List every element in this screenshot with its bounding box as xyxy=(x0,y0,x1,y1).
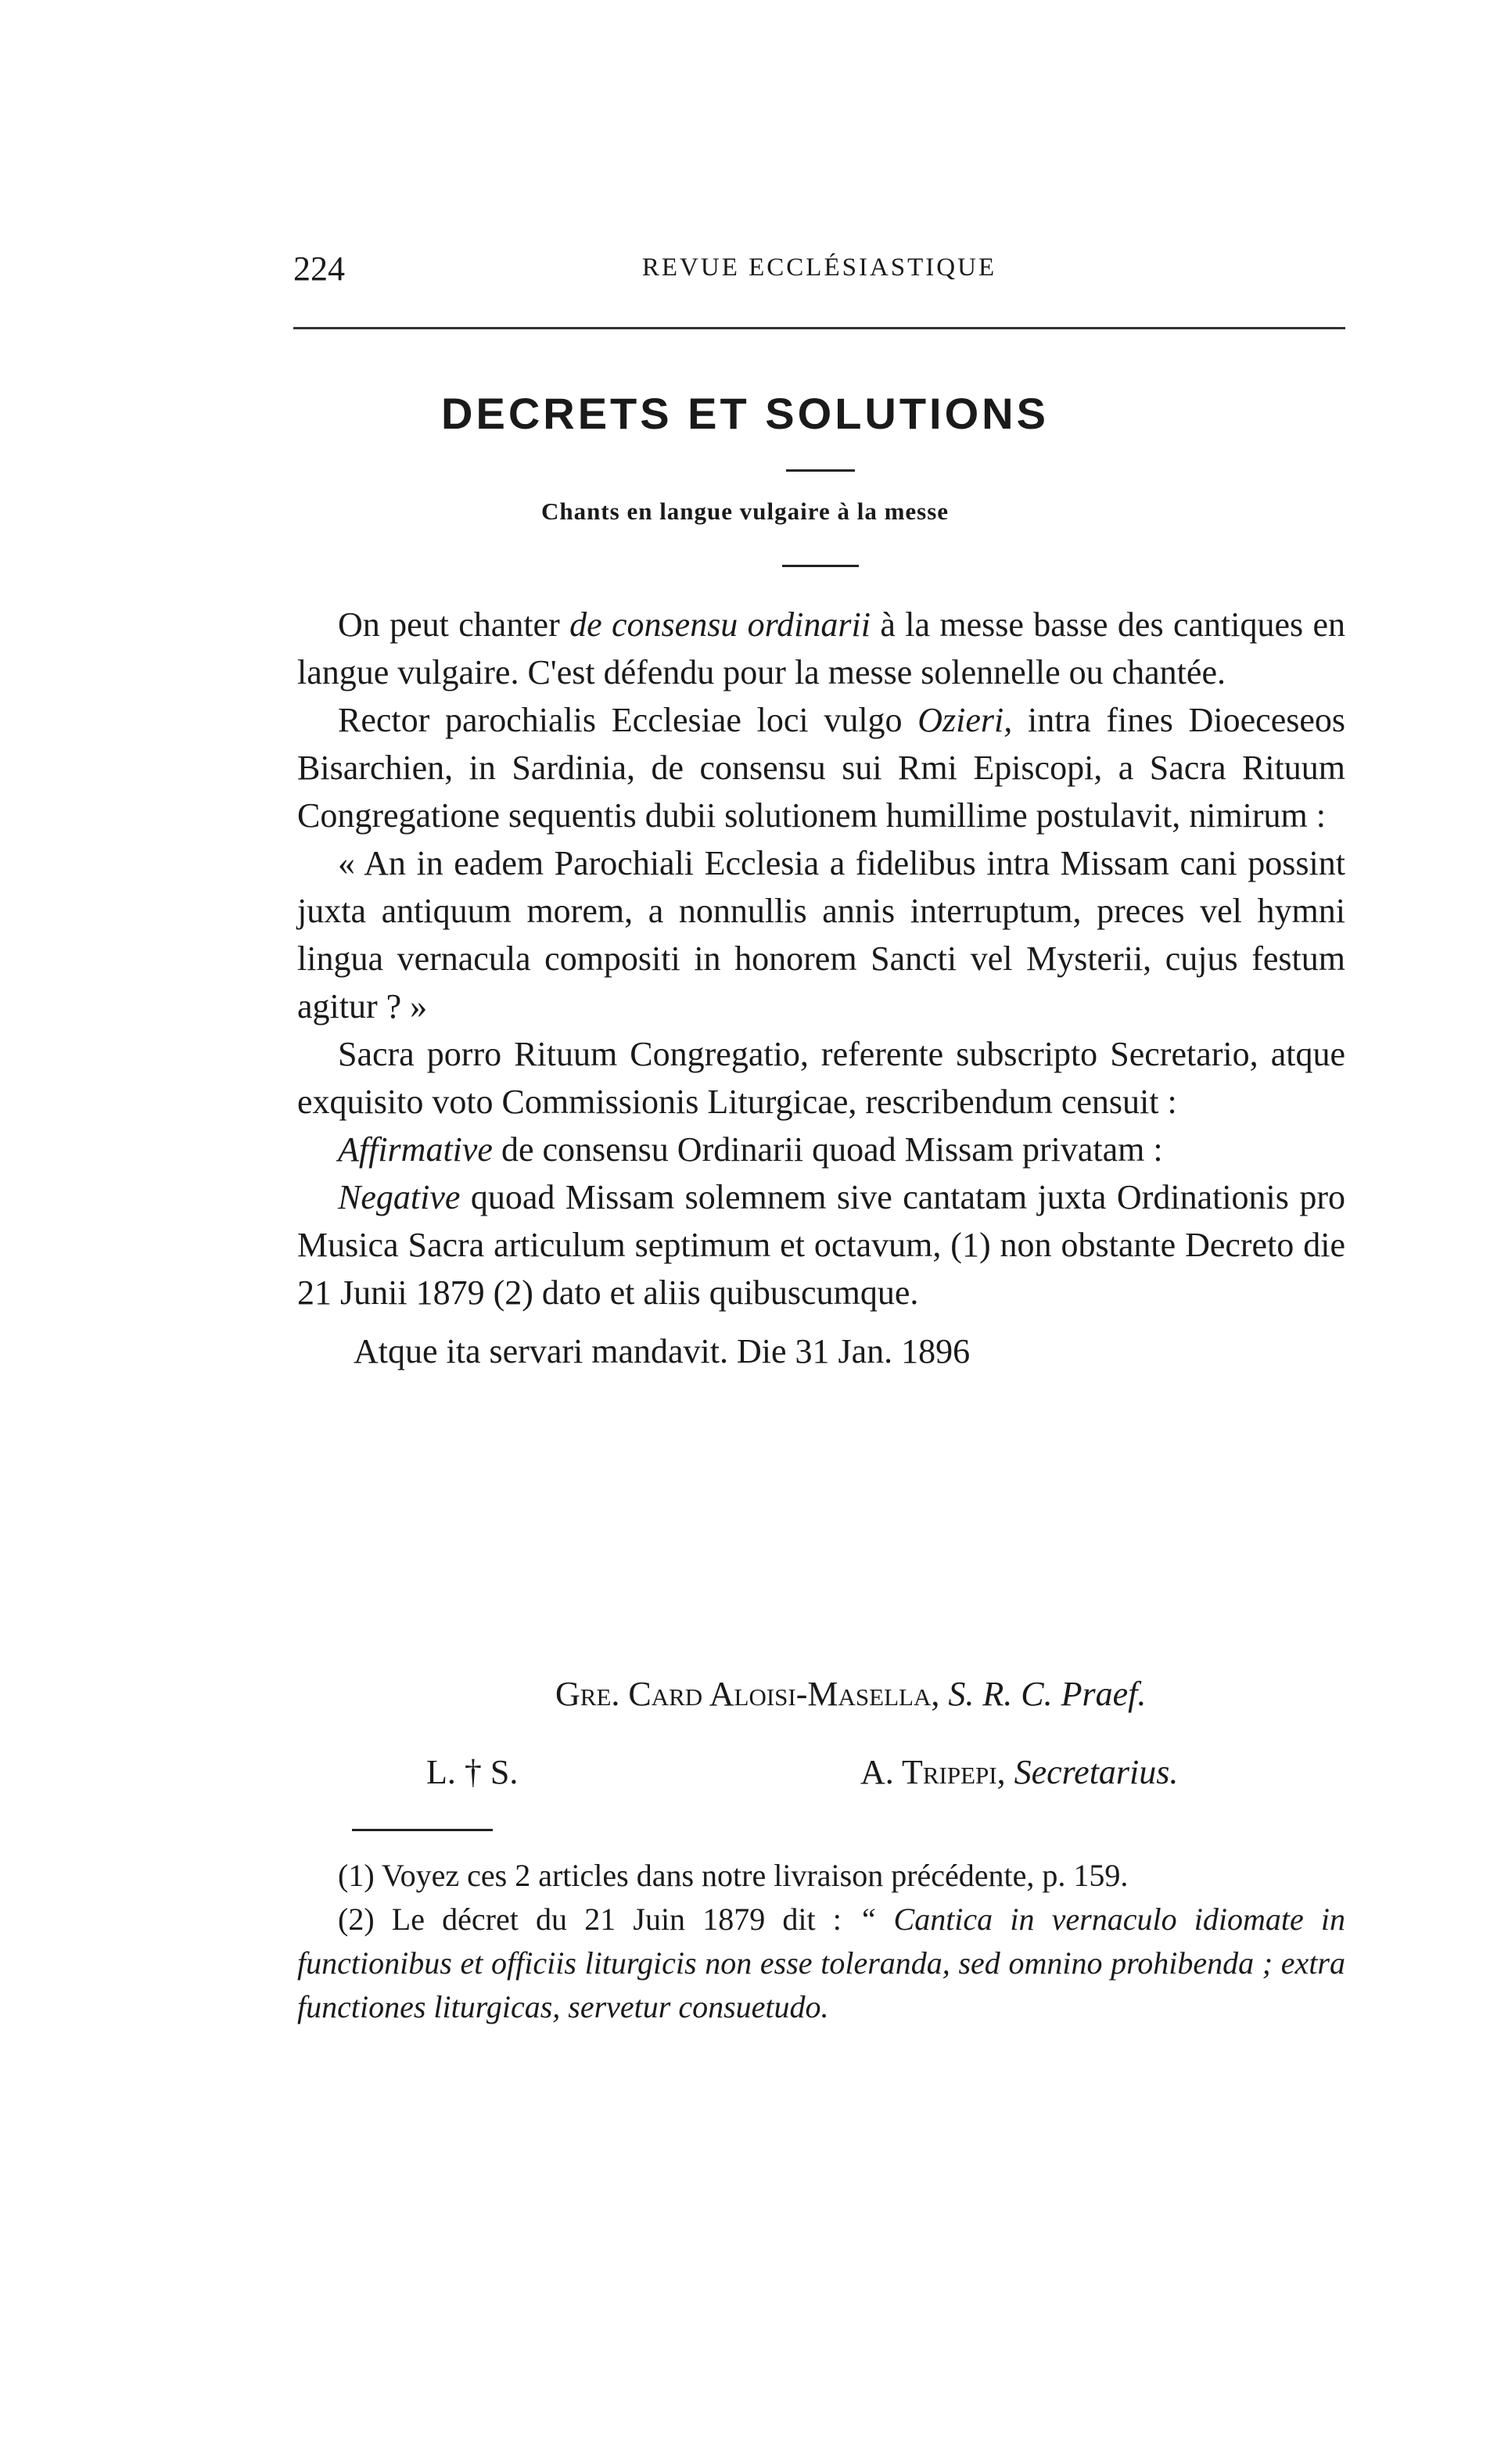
summary-italic: de consensu ordinarii xyxy=(569,605,871,644)
petition-paragraph xyxy=(297,696,1345,839)
secretary-name: A. Tripepi, xyxy=(860,1753,1006,1791)
petition-text-1: Rector parochialis Ecclesiae loci vulgo xyxy=(338,701,918,739)
affirmative-rest: de consensu Ordinarii quoad Missam privatam : xyxy=(492,1130,1163,1169)
petition-text-2: intra fines Dioeceseos Bisarchien, in Sardinia, de consensu sui Rmi Episcopi, a Sacra Rituum Congregatione sequentis dubii solutionem humillime postulavit, nimirum : xyxy=(297,701,1345,835)
response-paragraph: Sacra porro Rituum Congregatio, referente subscripto Secretario, atque exquisito voto Commissionis Liturgicae, rescribendum censuit : xyxy=(297,1035,1345,1121)
title-divider xyxy=(786,469,855,472)
subtitle-divider xyxy=(782,565,859,567)
affirmative-paragraph xyxy=(297,1126,1345,1173)
article-subtitle: Chants en langue vulgaire à la messe xyxy=(540,497,950,525)
footnote-2-quote: “ Cantica in vernaculo idiomate in functionibus et officiis liturgicis non esse toleranda, sed omnino prohibenda ; extra functiones liturgicas, servetur consuetudo. xyxy=(297,1902,1346,2024)
secretary-signature xyxy=(860,1752,1178,1792)
prefect-title: S. R. C. Praef. xyxy=(939,1675,1147,1713)
petition-place: Ozieri, xyxy=(917,701,1013,739)
footnote-2 xyxy=(297,1898,1345,2029)
footnote-1: (1) Voyez ces 2 articles dans notre livraison précédente, p. 159. xyxy=(338,1858,1129,1893)
footnote-rule xyxy=(352,1829,493,1831)
dubium-paragraph: « An in eadem Parochiali Ecclesia a fidelibus intra Missam cani possint juxta antiquum morem, a nonnullis annis interruptum, preces vel hymni lingua vernacula compositi in honorem Sancti vel Mysterii, cujus festum agitur ? » xyxy=(297,844,1345,1025)
journal-title: REVUE ECCLÉSIASTIQUE xyxy=(641,253,997,282)
seal-mark: L. † S. xyxy=(426,1753,519,1791)
affirmative-word: Affirmative xyxy=(338,1130,493,1169)
running-head xyxy=(293,249,1345,296)
article-body xyxy=(297,601,1345,1375)
summary-text-1: On peut chanter xyxy=(338,605,570,644)
footnotes xyxy=(297,1854,1345,2029)
negative-word: Negative xyxy=(338,1178,461,1216)
summary-paragraph xyxy=(297,601,1345,696)
page-number: 224 xyxy=(293,250,345,288)
prefect-signature xyxy=(555,1674,1146,1714)
closing-line: Atque ita servari mandavit. Die 31 Jan. 1896 xyxy=(354,1332,971,1370)
footnote-2-intro: (2) Le décret du 21 Juin 1879 dit : xyxy=(338,1902,860,1937)
negative-paragraph xyxy=(297,1173,1345,1316)
secretary-title: Secretarius. xyxy=(1005,1753,1179,1791)
header-rule xyxy=(293,327,1345,329)
prefect-name: Gre. Card Aloisi-Masella, xyxy=(555,1675,940,1713)
summary-text-2: à la messe basse des cantiques en langue vulgaire. C'est défendu pour la messe solennelle ou chantée. xyxy=(297,605,1345,691)
section-title: DECRETS ET SOLUTIONS xyxy=(441,389,1049,438)
negative-rest: quoad Missam solemnem sive cantatam juxta Ordinationis pro Musica Sacra articulum septimum et octavum, (1) non obstante Decreto die 21 Junii 1879 (2) dato et aliis quibuscumque. xyxy=(297,1178,1345,1312)
